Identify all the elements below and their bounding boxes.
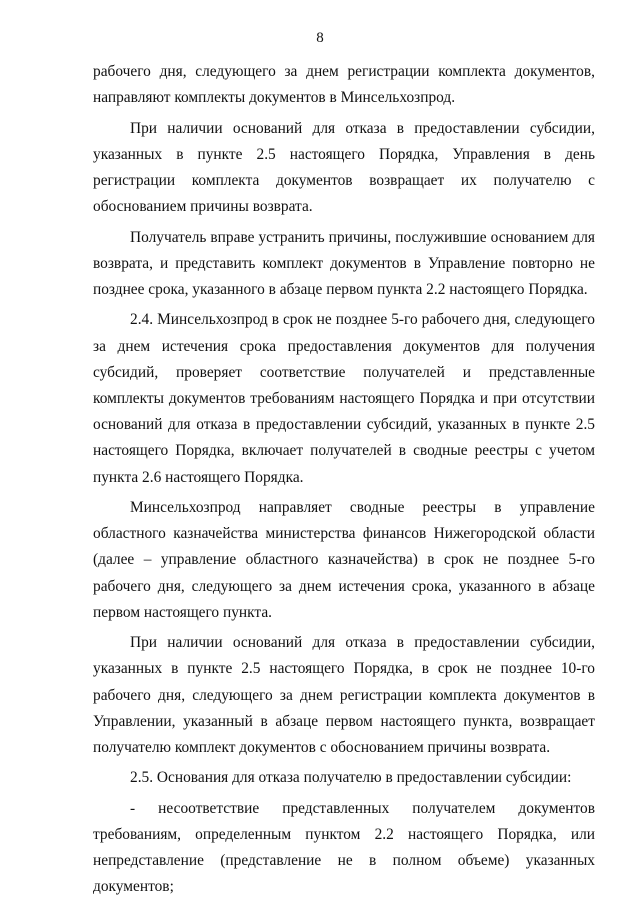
paragraph-return-grounds: При наличии оснований для отказа в предоставлении субсидии, указанных в пункте 2.5 настоящего Порядка, Управления в день регистрации комплекта документов возвращает их получателю с обоснованием причины возврата. <box>93 119 595 216</box>
paragraph-treasury-registry: Минсельхозпрод направляет сводные реестры в управление областного казначейства министерства финансов Нижегородской области (далее – управление областного казначейства) в срок не позднее 5-го рабочего дня, следующего за днем истечения срока, указанного в абзаце первом настоящего пункта. <box>93 499 595 621</box>
paragraph-refusal-return: При наличии оснований для отказа в предоставлении субсидии, указанных в пункте 2.5 настоящего Порядка, в срок не позднее 10-го рабочего дня, следующего за днем регистрации комплекта документов в Управлении, указанный в абзаце первом настоящего пункта, возвращает получателю комплект документов с обоснованием причины возврата. <box>93 634 595 757</box>
paragraph-2-5-heading: 2.5. Основания для отказа получателю в предоставлении субсидии: <box>130 769 572 787</box>
paragraph-resubmission: Получатель вправе устранить причины, послужившие основанием для возврата, и представить комплект документов в Управление повторно не позднее срока, указанного в абзаце первом пункта 2.2 настоящего Порядка. <box>93 228 595 298</box>
paragraph-continuation: рабочего дня, следующего за днем регистрации комплекта документов, направляют комплекты документов в Минсельхозпрод. <box>93 63 595 107</box>
body-text <box>93 59 595 905</box>
page-number: 8 <box>316 30 324 46</box>
paragraph-2-4: 2.4. Минсельхозпрод в срок не позднее 5-го рабочего дня, следующего за днем истечения срока предоставления документов для получения субсидий, проверяет соответствие получателей и представленные комплекты документов требованиям настоящего Порядка и при отсутствии оснований для отказа в предоставлении субсидий, указанных в пункте 2.5 настоящего Порядка, включает получателей в сводные реестры с учетом пункта 2.6 настоящего Порядка. <box>93 311 595 486</box>
paragraph-refusal-item-1: - несоответствие представленных получателем документов требованиям, определенным пунктом 2.2 настоящего Порядка, или непредставление (представление не в полном объеме) указанных документов; <box>93 799 595 896</box>
